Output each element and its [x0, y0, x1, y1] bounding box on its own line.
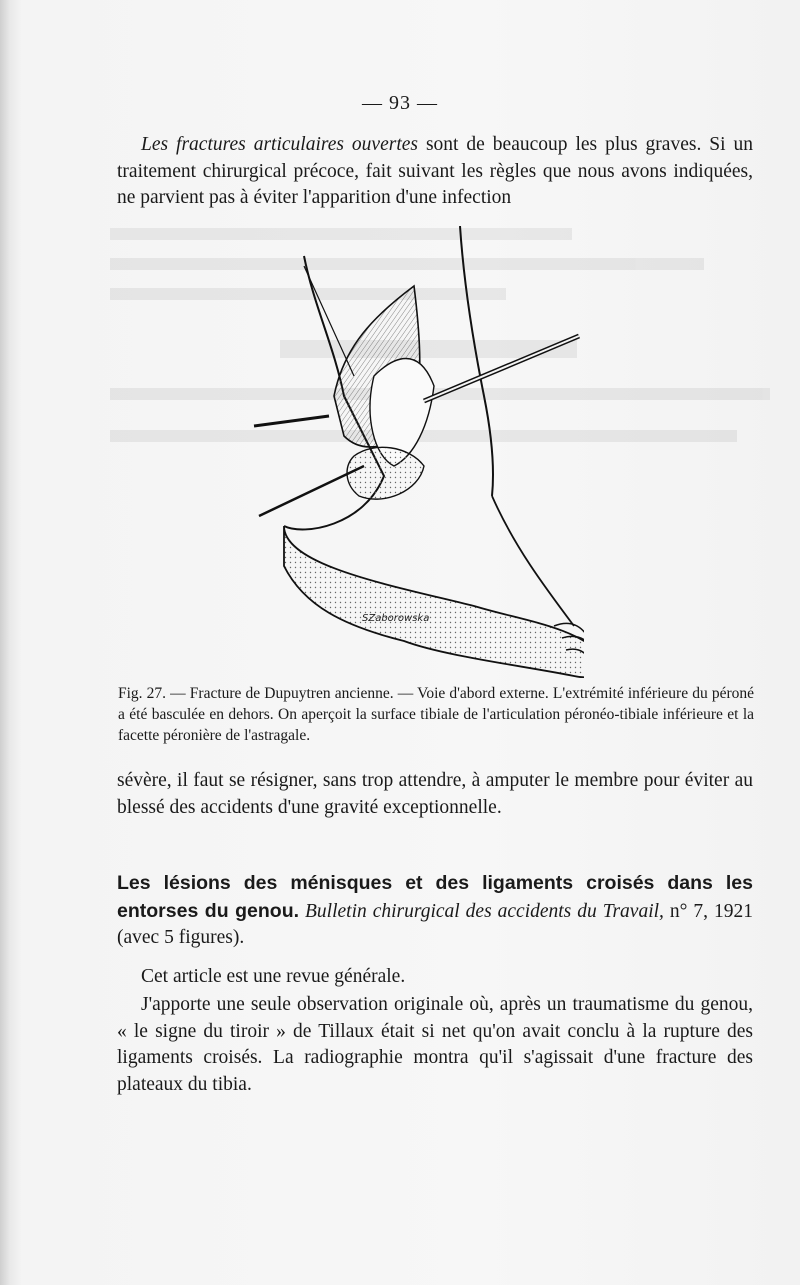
- italic-lead: Les fractures articulaires ouvertes: [141, 134, 418, 155]
- paragraph-continuation: [117, 768, 753, 821]
- figure-illustration: [244, 226, 584, 678]
- paragraph-intro: [117, 132, 753, 212]
- citation-details: n° 7, 1921 (avec 5 figures).: [117, 900, 753, 948]
- ankle-surgery-drawing: [244, 226, 584, 678]
- paragraph-text: sont de beaucoup les plus graves. Si un traitement chirurgical précoce, fait suivant les règles que nous avons indiquées, ne parvient pas à éviter l'apparition d'une infection: [117, 134, 753, 208]
- page-number: — 93 —: [362, 92, 438, 114]
- article-title: Les lésions des ménisques et des ligaments croisés dans les entorses du genou.: [117, 872, 753, 922]
- paragraph-review: [117, 964, 753, 991]
- paragraph-text: J'apporte une seule observation originale où, après un traumatisme du genou, « le signe du tiroir » de Tillaux était si net qu'on avait conclu à la rupture des ligaments croisés. La radiographie montra qu'il s'agissait d'une fracture des plateaux du tibia.: [117, 994, 753, 1095]
- paragraph-observation: [117, 992, 753, 1098]
- article-reference: [117, 870, 753, 952]
- paragraph-text: Cet article est une revue générale.: [141, 966, 406, 987]
- journal-name: Bulletin chirurgical des accidents du Travail,: [305, 900, 664, 922]
- paragraph-text: sévère, il faut se résigner, sans trop attendre, à amputer le membre pour éviter au blessé des accidents d'une gravité exceptionnelle.: [117, 770, 753, 818]
- artist-signature: SZaborowska: [362, 613, 430, 624]
- figure-caption: Fig. 27. — Fracture de Dupuytren ancienne. — Voie d'abord externe. L'extrémité inférieure du péroné a été basculée en dehors. On aperçoit la surface tibiale de l'articulation péronéo-tibiale inférieure et la facette péronière de l'astragale.: [118, 685, 754, 744]
